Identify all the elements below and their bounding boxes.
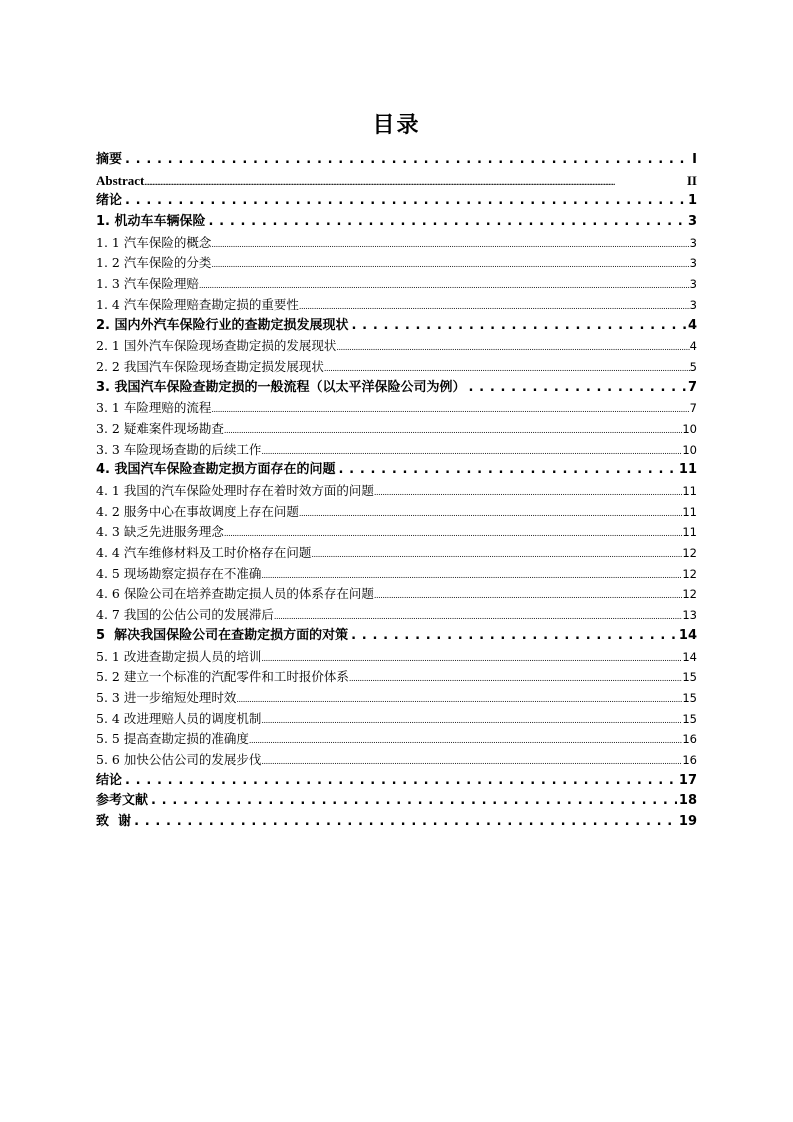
toc-entry-2-1[interactable]: [96, 336, 697, 357]
dot-leader: [211, 235, 689, 254]
toc-entry-label: 摘要: [96, 152, 123, 167]
toc-entry-4-6[interactable]: [96, 584, 697, 605]
toc-entry-page: 4: [689, 339, 697, 354]
toc-entry-page: II: [686, 172, 697, 188]
toc-entry-label: 2. 1 国外汽车保险现场查勘定损的发展现状: [96, 338, 337, 354]
toc-entry-page: 7: [687, 379, 697, 395]
dot-leader: [324, 359, 690, 378]
dot-leader: [131, 812, 677, 833]
toc-entry-label: 5. 6 加快公估公司的发展步伐: [96, 751, 262, 767]
toc-entry-label: 1. 2 汽车保险的分类: [96, 255, 212, 271]
toc-entry-page: I: [692, 152, 697, 167]
dot-leader: [374, 483, 683, 502]
toc-entry-page: 12: [682, 566, 697, 581]
dot-leader: [261, 442, 682, 461]
toc-entry-label: 4. 5 现场勘察定损存在不准确: [96, 565, 262, 581]
toc-entry-label: 5. 2 建立一个标准的汽配零件和工时报价体系: [96, 669, 349, 685]
toc-entry-page: 10: [682, 421, 697, 436]
toc-entry-page: 3: [689, 297, 697, 312]
toc-entry-3-2[interactable]: [96, 419, 697, 440]
toc-entry-abstract-cn[interactable]: [96, 150, 697, 171]
toc-title: 目录: [372, 113, 421, 138]
dot-leader: [148, 791, 677, 812]
toc-entry-page: 17: [678, 772, 697, 788]
dot-leader: [466, 378, 686, 399]
toc-entry-chapter-5[interactable]: [96, 626, 697, 647]
toc-entry-page: 11: [682, 525, 697, 540]
toc-entry-label: 致 谢: [96, 814, 132, 829]
toc-entry-label: 1. 4 汽车保险理赔查勘定损的重要性: [96, 296, 299, 312]
toc-entry-1-1[interactable]: [96, 233, 697, 254]
dot-leader: [261, 711, 682, 730]
dot-leader: [299, 504, 683, 523]
toc-entry-chapter-1[interactable]: [96, 212, 697, 233]
toc-entry-page: 12: [682, 587, 697, 602]
toc-entry-page: 11: [678, 462, 697, 478]
toc-entry-page: 13: [682, 608, 697, 623]
toc-entry-label: 4. 2 服务中心在事故调度上存在问题: [96, 503, 299, 519]
toc-entry-page: 12: [682, 546, 697, 561]
toc-entry-5-1[interactable]: [96, 647, 697, 668]
dot-leader: [261, 566, 682, 585]
toc-entry-page: 3: [687, 214, 697, 230]
toc-entry-1-3[interactable]: [96, 274, 697, 295]
dot-leader: [348, 626, 677, 647]
toc-entry-label: 2. 国内外汽车保险行业的查勘定损发展现状: [96, 317, 349, 333]
toc-entry-label: 绪论: [96, 193, 123, 209]
toc-entry-references[interactable]: [96, 791, 697, 812]
toc-entry-3-3[interactable]: [96, 440, 697, 461]
dot-leader: [122, 191, 686, 212]
toc-entry-5-6[interactable]: [96, 750, 697, 771]
dot-leader: [236, 690, 682, 709]
toc-entry-label: 5 解决我国保险公司在查勘定损方面的对策: [96, 627, 349, 643]
dot-leader: [249, 731, 683, 750]
toc-entry-label: 1. 1 汽车保险的概念: [96, 234, 212, 250]
toc-entry-5-2[interactable]: [96, 667, 697, 688]
toc-entry-page: 10: [682, 442, 697, 457]
toc-entry-label: 5. 4 改进理赔人员的调度机制: [96, 710, 262, 726]
toc-entry-acknowledgements[interactable]: [96, 812, 697, 833]
dot-leader: [349, 669, 683, 688]
toc-entry-page: 3: [689, 235, 697, 250]
toc-entry-abstract-en[interactable]: [96, 171, 697, 192]
dot-leader: [261, 752, 682, 771]
toc-entry-page: 7: [689, 401, 697, 416]
toc-entry-label: 4. 6 保险公司在培养查勘定损人员的体系存在问题: [96, 586, 374, 602]
toc-entry-conclusion[interactable]: [96, 771, 697, 792]
toc-entry-5-5[interactable]: [96, 729, 697, 750]
toc-entry-4-3[interactable]: [96, 522, 697, 543]
toc-entry-label: 2. 2 我国汽车保险现场查勘定损发展现状: [96, 358, 324, 374]
toc-entry-page: 14: [678, 627, 697, 643]
toc-entry-page: 15: [682, 711, 697, 726]
toc-entry-page: 3: [689, 256, 697, 271]
toc-entry-4-2[interactable]: [96, 502, 697, 523]
dot-leader: [199, 276, 690, 295]
dot-leader: [122, 771, 677, 792]
toc-entry-page: 1: [687, 193, 697, 209]
toc-entry-label: Abstract: [96, 172, 145, 188]
toc-entry-label: 3. 我国汽车保险查勘定损的一般流程（以太平洋保险公司为例）: [96, 379, 466, 395]
toc-entry-4-7[interactable]: [96, 605, 697, 626]
toc-entry-chapter-3[interactable]: [96, 378, 697, 399]
toc-entry-label: 结论: [96, 772, 123, 788]
dot-leader: [211, 400, 689, 419]
toc-entry-chapter-4[interactable]: [96, 460, 697, 481]
dot-leader: [224, 524, 683, 543]
dot-leader: [206, 212, 686, 233]
dot-leader: [336, 338, 689, 357]
toc-entry-label: 5. 5 提高查勘定损的准确度: [96, 731, 249, 747]
dot-leader: [299, 297, 690, 316]
toc-entry-page: 19: [678, 814, 697, 829]
dot-leader: [211, 255, 689, 274]
toc-entry-label: 参考文献: [96, 793, 149, 809]
toc-entry-introduction[interactable]: [96, 191, 697, 212]
toc-entry-label: 3. 3 车险现场查勘的后续工作: [96, 441, 262, 457]
toc-entry-4-1[interactable]: [96, 481, 697, 502]
toc-entry-1-4[interactable]: [96, 295, 697, 316]
toc-entry-page: 15: [682, 690, 697, 705]
toc-entry-page: 18: [678, 793, 697, 809]
dot-leader: [311, 545, 682, 564]
dot-leader: [224, 421, 683, 440]
toc-entry-label: 5. 3 进一步缩短处理时效: [96, 689, 237, 705]
toc-entry-label: 3. 2 疑难案件现场勘查: [96, 420, 224, 436]
toc-entry-4-4[interactable]: [96, 543, 697, 564]
toc-entry-1-2[interactable]: [96, 253, 697, 274]
toc-entry-page: 11: [682, 484, 697, 498]
toc-entry-4-5[interactable]: [96, 564, 697, 585]
toc-entry-label: 4. 7 我国的公估公司的发展滞后: [96, 607, 274, 623]
toc-entry-3-1[interactable]: [96, 398, 697, 419]
dot-leader: [349, 316, 686, 337]
toc-entry-page: 5: [689, 359, 697, 374]
toc-entry-page: 16: [682, 752, 697, 767]
toc-entry-page: 3: [689, 277, 697, 292]
toc-entry-label: 4. 4 汽车维修材料及工时价格存在问题: [96, 545, 312, 561]
toc-entry-page: 16: [682, 732, 697, 747]
toc-entry-label: 1. 3 汽车保险理赔: [96, 276, 199, 292]
toc-entry-page: 11: [682, 504, 697, 519]
toc-entry-2-2[interactable]: [96, 357, 697, 378]
dot-leader: [374, 586, 683, 605]
toc-entry-label: 3. 1 车险理赔的流程: [96, 400, 212, 416]
toc-entry-label: 4. 我国汽车保险查勘定损方面存在的问题: [96, 462, 336, 478]
toc-entry-label: 4. 3 缺乏先进服务理念: [96, 524, 224, 540]
toc-entry-page: 15: [682, 670, 697, 685]
toc-entry-label: 1. 机动车车辆保险: [96, 214, 206, 230]
toc-entry-page: 14: [682, 649, 697, 664]
dot-leader: [122, 150, 690, 171]
toc-entry-label: 5. 1 改进查勘定损人员的培训: [96, 648, 262, 664]
dot-leader: [261, 649, 682, 668]
dot-leader: [274, 607, 683, 626]
toc-entry-5-3[interactable]: [96, 688, 697, 709]
toc-entry-5-4[interactable]: [96, 709, 697, 730]
toc-entry-chapter-2[interactable]: [96, 316, 697, 337]
dot-leader: [336, 460, 677, 481]
dot-leader: [144, 173, 686, 192]
toc-entry-label: 4. 1 我国的汽车保险处理时存在着时效方面的问题: [96, 483, 374, 498]
toc-entry-page: 4: [687, 317, 697, 333]
table-of-contents: [96, 150, 697, 833]
